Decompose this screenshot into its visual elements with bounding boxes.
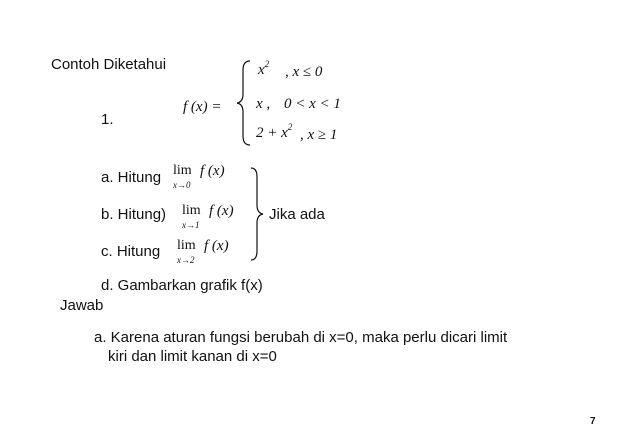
- lim-subscript: x→0: [173, 180, 191, 190]
- heading: Contoh Diketahui: [51, 56, 167, 73]
- case-3-expr: $2 + x^2$: [256, 122, 293, 141]
- lim-expression: f (x): [204, 238, 229, 254]
- lim-expression: f (x): [209, 203, 234, 219]
- lim-expression: f (x): [200, 163, 225, 179]
- lim-subscript: x→1: [182, 220, 200, 230]
- case-2-cond: 0 < x < 1: [284, 96, 341, 112]
- task-c-label: c. Hitung: [101, 243, 161, 260]
- condition-note: Jika ada: [269, 206, 325, 223]
- problem-number: 1.: [101, 111, 114, 128]
- page-number: 7: [590, 416, 596, 427]
- answer-a-line2: kiri dan limit kanan di x=0: [108, 348, 277, 365]
- lim-word: lim: [177, 238, 196, 253]
- answer-a-line1: a. Karena aturan fungsi berubah di x=0, maka perlu dicari limit: [94, 329, 508, 346]
- case-1-expr: $x^2$: [258, 59, 270, 78]
- right-brace: [249, 165, 265, 265]
- task-d: d. Gambarkan grafik f(x): [101, 277, 263, 294]
- lim-word: lim: [173, 163, 192, 178]
- case-3-cond: , x ≥ 1: [300, 127, 338, 143]
- left-brace: [235, 58, 255, 148]
- function-lhs: f (x) =: [183, 99, 222, 115]
- case-2-expr: x ,: [256, 96, 271, 112]
- answer-heading: Jawab: [60, 297, 104, 314]
- lim-subscript: x→2: [177, 255, 195, 265]
- task-b-label: b. Hitung): [101, 206, 167, 223]
- lim-word: lim: [182, 203, 201, 218]
- task-a-label: a. Hitung: [101, 169, 162, 186]
- case-1-cond: , x ≤ 0: [285, 64, 323, 80]
